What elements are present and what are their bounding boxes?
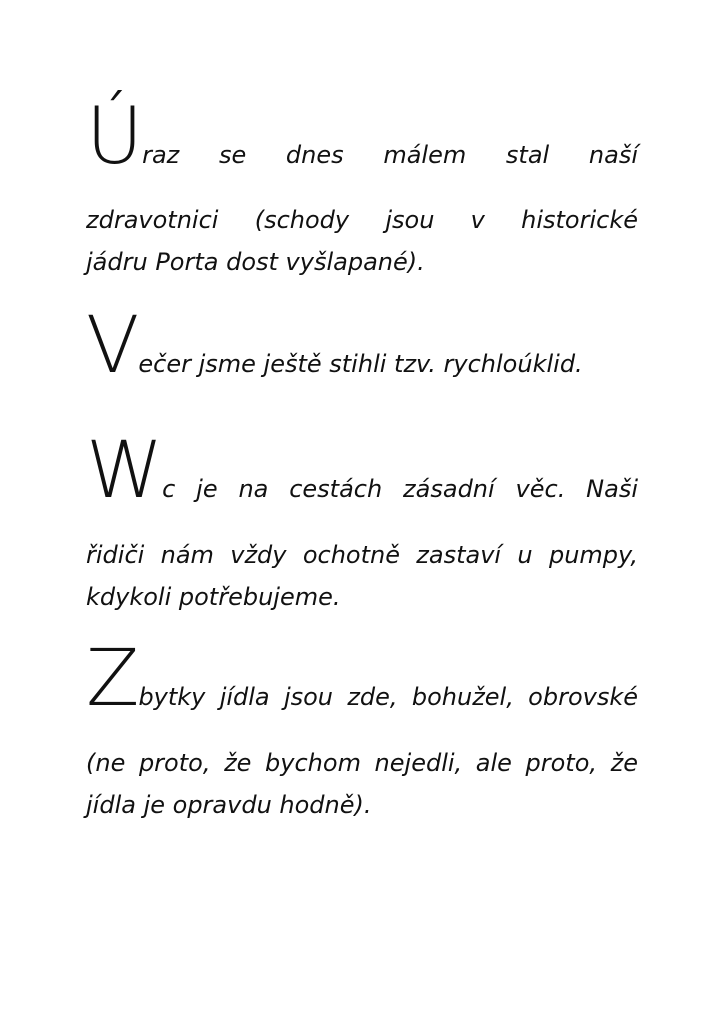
- paragraph-uraz: [86, 92, 638, 283]
- paragraph-wc: [86, 426, 638, 618]
- first-line-text: raz se dnes málem stal naší: [142, 141, 638, 169]
- paragraph-zbytky: [86, 634, 638, 826]
- paragraph-line: jídla je opravdu hodně).: [86, 791, 372, 819]
- paragraph-line: zdravotnici (schody jsou v historické: [86, 206, 638, 234]
- drop-cap: V: [86, 301, 137, 391]
- first-line-text: bytky jídla jsou zde, bohužel, obrovské: [138, 683, 638, 711]
- paragraph-line: (ne proto, že bychom nejedli, ale proto, že: [86, 749, 638, 777]
- paragraph-line: jádru Porta dost vyšlapané).: [86, 248, 425, 276]
- paragraph-line: řidiči nám vždy ochotně zastaví u pumpy,: [86, 541, 638, 569]
- paragraph-vecer: [86, 301, 638, 391]
- drop-cap: Ú: [86, 92, 141, 182]
- paragraph-first-line: [86, 634, 638, 724]
- paragraph-first-line: [86, 426, 638, 516]
- paragraph-line: kdykoli potřebujeme.: [86, 583, 341, 611]
- paragraph-first-line: [86, 301, 638, 391]
- first-line-text: c je na cestách zásadní věc. Naši: [162, 475, 638, 503]
- first-line-text: ečer jsme ještě stihli tzv. rychloúklid.: [138, 350, 583, 378]
- drop-cap: Z: [86, 634, 137, 724]
- drop-cap: W: [86, 426, 161, 516]
- paragraph-first-line: [86, 92, 638, 182]
